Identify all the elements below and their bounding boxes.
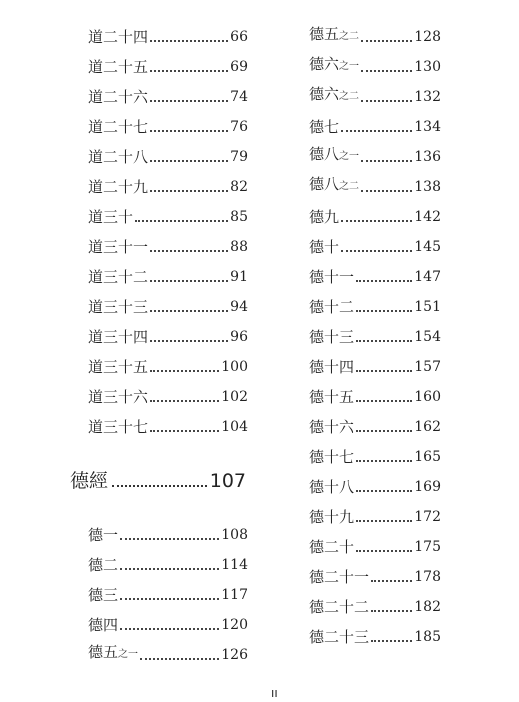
entry-title: 德十七 xyxy=(309,448,355,466)
entry-title: 德六 xyxy=(309,55,340,73)
entry-title: 德一 xyxy=(88,526,119,544)
entry-label xyxy=(309,417,354,437)
leader-dots xyxy=(356,310,412,312)
entry-label xyxy=(309,327,354,347)
entry-title: 德七 xyxy=(309,118,340,136)
section-page-number: 107 xyxy=(209,470,246,492)
entry-page-number: 154 xyxy=(414,329,441,345)
leader-dots xyxy=(150,280,228,282)
leader-dots xyxy=(371,610,412,612)
leader-dots xyxy=(341,130,412,132)
entry-label xyxy=(309,144,359,167)
entry-label xyxy=(309,237,339,257)
entry-label xyxy=(88,615,118,635)
entry-label xyxy=(309,627,369,647)
entry-title: 德五 xyxy=(309,25,340,43)
entry-page-number: 96 xyxy=(230,329,248,345)
entry-title: 道二十六 xyxy=(88,88,149,106)
entry-title: 道二十四 xyxy=(88,28,149,46)
entry-label xyxy=(88,237,148,257)
entry-label xyxy=(88,117,148,137)
entry-title: 德二十 xyxy=(309,538,355,556)
entry-title: 德十五 xyxy=(309,388,355,406)
entry-label xyxy=(88,642,138,665)
entry-page-number: 178 xyxy=(414,569,441,585)
toc-entry xyxy=(309,387,441,407)
leader-dots xyxy=(150,190,228,192)
section-heading-de-jing xyxy=(70,468,246,494)
toc-entry xyxy=(309,357,441,377)
entry-page-number: 132 xyxy=(414,89,441,105)
toc-entry xyxy=(309,87,441,107)
toc-entry xyxy=(88,297,248,317)
entry-page-number: 169 xyxy=(414,479,441,495)
entry-label xyxy=(88,297,148,317)
entry-label xyxy=(88,87,148,107)
leader-dots xyxy=(341,220,412,222)
leader-dots xyxy=(356,280,412,282)
leader-dots xyxy=(150,250,228,252)
toc-entry xyxy=(309,297,441,317)
toc-entry xyxy=(88,645,248,665)
entry-label xyxy=(88,27,148,47)
entry-page-number: 182 xyxy=(414,599,441,615)
entry-title: 道三十四 xyxy=(88,328,149,346)
toc-entry xyxy=(309,567,441,587)
leader-dots xyxy=(371,580,412,582)
toc-entry xyxy=(309,507,441,527)
entry-page-number: 136 xyxy=(414,149,441,165)
toc-entry xyxy=(88,147,248,167)
leader-dots xyxy=(356,490,412,492)
entry-label xyxy=(88,207,133,227)
leader-dots xyxy=(150,370,219,372)
toc-entry xyxy=(88,615,248,635)
leader-dots xyxy=(356,520,412,522)
entry-title: 德十六 xyxy=(309,418,355,436)
entry-title: 德六 xyxy=(309,85,340,103)
entry-label xyxy=(88,327,148,347)
entry-page-number: 88 xyxy=(230,239,248,255)
entry-title: 德十 xyxy=(309,238,340,256)
entry-title: 道二十七 xyxy=(88,118,149,136)
entry-label xyxy=(309,54,359,77)
entry-title: 道三十五 xyxy=(88,358,149,376)
entry-label xyxy=(309,387,354,407)
entry-label xyxy=(309,207,339,227)
toc-entry xyxy=(88,207,248,227)
leader-dots xyxy=(150,430,219,432)
leader-dots xyxy=(361,100,412,102)
entry-page-number: 160 xyxy=(414,389,441,405)
toc-entry xyxy=(88,87,248,107)
toc-entry xyxy=(88,525,248,545)
entry-page-number: 82 xyxy=(230,179,248,195)
toc-entry xyxy=(309,57,441,77)
entry-page-number: 142 xyxy=(414,209,441,225)
entry-page-number: 91 xyxy=(230,269,248,285)
entry-title: 道二十八 xyxy=(88,148,149,166)
entry-page-number: 94 xyxy=(230,299,248,315)
leader-dots xyxy=(150,130,228,132)
entry-title: 道三十三 xyxy=(88,298,149,316)
entry-page-number: 138 xyxy=(414,179,441,195)
entry-page-number: 120 xyxy=(221,617,248,633)
entry-page-number: 162 xyxy=(414,419,441,435)
entry-page-number: 69 xyxy=(230,59,248,75)
toc-entry xyxy=(309,447,441,467)
leader-dots xyxy=(150,70,228,72)
entry-title: 德四 xyxy=(88,616,119,634)
toc-entry xyxy=(88,237,248,257)
entry-page-number: 165 xyxy=(414,449,441,465)
entry-page-number: 76 xyxy=(230,119,248,135)
entry-label xyxy=(309,567,369,587)
leader-dots xyxy=(356,370,412,372)
leader-dots xyxy=(356,400,412,402)
leader-dots xyxy=(356,550,412,552)
entry-label xyxy=(88,555,118,575)
entry-title: 德二十一 xyxy=(309,568,370,586)
entry-page-number: 117 xyxy=(221,587,248,603)
entry-subtitle: 之一 xyxy=(118,649,139,660)
entry-page-number: 151 xyxy=(414,299,441,315)
entry-page-number: 100 xyxy=(221,359,248,375)
toc-entry xyxy=(309,267,441,287)
toc-entry xyxy=(309,627,441,647)
leader-dots xyxy=(150,400,219,402)
entry-title: 德十四 xyxy=(309,358,355,376)
entry-subtitle: 之二 xyxy=(339,91,360,102)
entry-page-number: 66 xyxy=(230,29,248,45)
entry-label xyxy=(309,507,354,527)
entry-subtitle: 之二 xyxy=(339,181,360,192)
toc-entry xyxy=(88,387,248,407)
entry-page-number: 85 xyxy=(230,209,248,225)
entry-page-number: 185 xyxy=(414,629,441,645)
entry-label xyxy=(88,177,148,197)
leader-dots xyxy=(150,100,228,102)
toc-entry xyxy=(309,327,441,347)
toc-entry xyxy=(309,177,441,197)
entry-label xyxy=(309,267,354,287)
entry-subtitle: 之二 xyxy=(339,31,360,42)
toc-entry xyxy=(88,417,248,437)
leader-dots xyxy=(150,160,228,162)
toc-entry xyxy=(309,27,441,47)
leader-dots xyxy=(356,460,412,462)
page-number-marker: ıı xyxy=(271,686,278,700)
leader-dots xyxy=(135,220,228,222)
entry-label xyxy=(309,174,359,197)
leader-dots xyxy=(371,640,412,642)
entry-label xyxy=(88,267,148,287)
leader-dots xyxy=(150,340,228,342)
toc-entry xyxy=(309,417,441,437)
leader-dots xyxy=(361,40,412,42)
toc-entry xyxy=(88,585,248,605)
toc-entry xyxy=(309,237,441,257)
entry-label xyxy=(88,57,148,77)
entry-label xyxy=(309,537,354,557)
entry-title: 德十九 xyxy=(309,508,355,526)
toc-entry xyxy=(309,207,441,227)
toc-entry xyxy=(309,147,441,167)
leader-dots xyxy=(120,568,219,570)
entry-page-number: 108 xyxy=(221,527,248,543)
entry-title: 德十一 xyxy=(309,268,355,286)
leader-dots xyxy=(361,190,412,192)
entry-label xyxy=(309,117,339,137)
entry-title: 德八 xyxy=(309,175,340,193)
toc-entry xyxy=(309,477,441,497)
entry-page-number: 145 xyxy=(414,239,441,255)
entry-page-number: 126 xyxy=(221,647,248,663)
leader-dots xyxy=(120,598,219,600)
entry-page-number: 79 xyxy=(230,149,248,165)
toc-entry xyxy=(88,357,248,377)
entry-label xyxy=(88,147,148,167)
entry-page-number: 157 xyxy=(414,359,441,375)
toc-entry xyxy=(88,555,248,575)
leader-dots xyxy=(361,160,412,162)
entry-label xyxy=(88,525,118,545)
toc-entry xyxy=(309,597,441,617)
toc-entry xyxy=(309,117,441,137)
entry-title: 道三十二 xyxy=(88,268,149,286)
leader-dots xyxy=(112,485,207,487)
entry-label xyxy=(88,387,148,407)
leader-dots xyxy=(120,628,219,630)
entry-page-number: 74 xyxy=(230,89,248,105)
toc-entry xyxy=(88,267,248,287)
entry-label xyxy=(88,357,148,377)
toc-entry xyxy=(88,57,248,77)
entry-label xyxy=(309,24,359,47)
entry-label xyxy=(309,477,354,497)
section-title: 德經 xyxy=(70,470,109,492)
toc-entry xyxy=(309,537,441,557)
entry-subtitle: 之一 xyxy=(339,151,360,162)
leader-dots xyxy=(356,430,412,432)
entry-label xyxy=(309,447,354,467)
entry-label xyxy=(309,297,354,317)
entry-label xyxy=(88,585,118,605)
entry-title: 德九 xyxy=(309,208,340,226)
leader-dots xyxy=(120,538,219,540)
entry-title: 道三十一 xyxy=(88,238,149,256)
entry-label xyxy=(309,597,369,617)
entry-title: 道三十六 xyxy=(88,388,149,406)
leader-dots xyxy=(140,658,219,660)
entry-page-number: 114 xyxy=(221,557,248,573)
entry-title: 德十八 xyxy=(309,478,355,496)
entry-title: 道三十七 xyxy=(88,418,149,436)
entry-title: 德八 xyxy=(309,145,340,163)
leader-dots xyxy=(341,250,412,252)
toc-entry xyxy=(88,327,248,347)
entry-label xyxy=(309,84,359,107)
entry-label xyxy=(88,417,148,437)
toc-entry xyxy=(88,27,248,47)
entry-page-number: 130 xyxy=(414,59,441,75)
entry-subtitle: 之一 xyxy=(339,61,360,72)
entry-title: 德二十二 xyxy=(309,598,370,616)
entry-page-number: 102 xyxy=(221,389,248,405)
entry-page-number: 175 xyxy=(414,539,441,555)
leader-dots xyxy=(150,40,228,42)
leader-dots xyxy=(361,70,412,72)
entry-title: 道二十五 xyxy=(88,58,149,76)
entry-page-number: 128 xyxy=(414,29,441,45)
entry-title: 道三十 xyxy=(88,208,134,226)
leader-dots xyxy=(356,340,412,342)
entry-title: 德二十三 xyxy=(309,628,370,646)
entry-title: 德五 xyxy=(88,643,119,661)
entry-page-number: 104 xyxy=(221,419,248,435)
entry-title: 德十二 xyxy=(309,298,355,316)
toc-entry xyxy=(88,177,248,197)
entry-title: 德三 xyxy=(88,586,119,604)
leader-dots xyxy=(150,310,228,312)
entry-page-number: 172 xyxy=(414,509,441,525)
entry-title: 道二十九 xyxy=(88,178,149,196)
entry-page-number: 147 xyxy=(414,269,441,285)
entry-title: 德十三 xyxy=(309,328,355,346)
toc-entry xyxy=(88,117,248,137)
entry-title: 德二 xyxy=(88,556,119,574)
entry-page-number: 134 xyxy=(414,119,441,135)
entry-label xyxy=(309,357,354,377)
